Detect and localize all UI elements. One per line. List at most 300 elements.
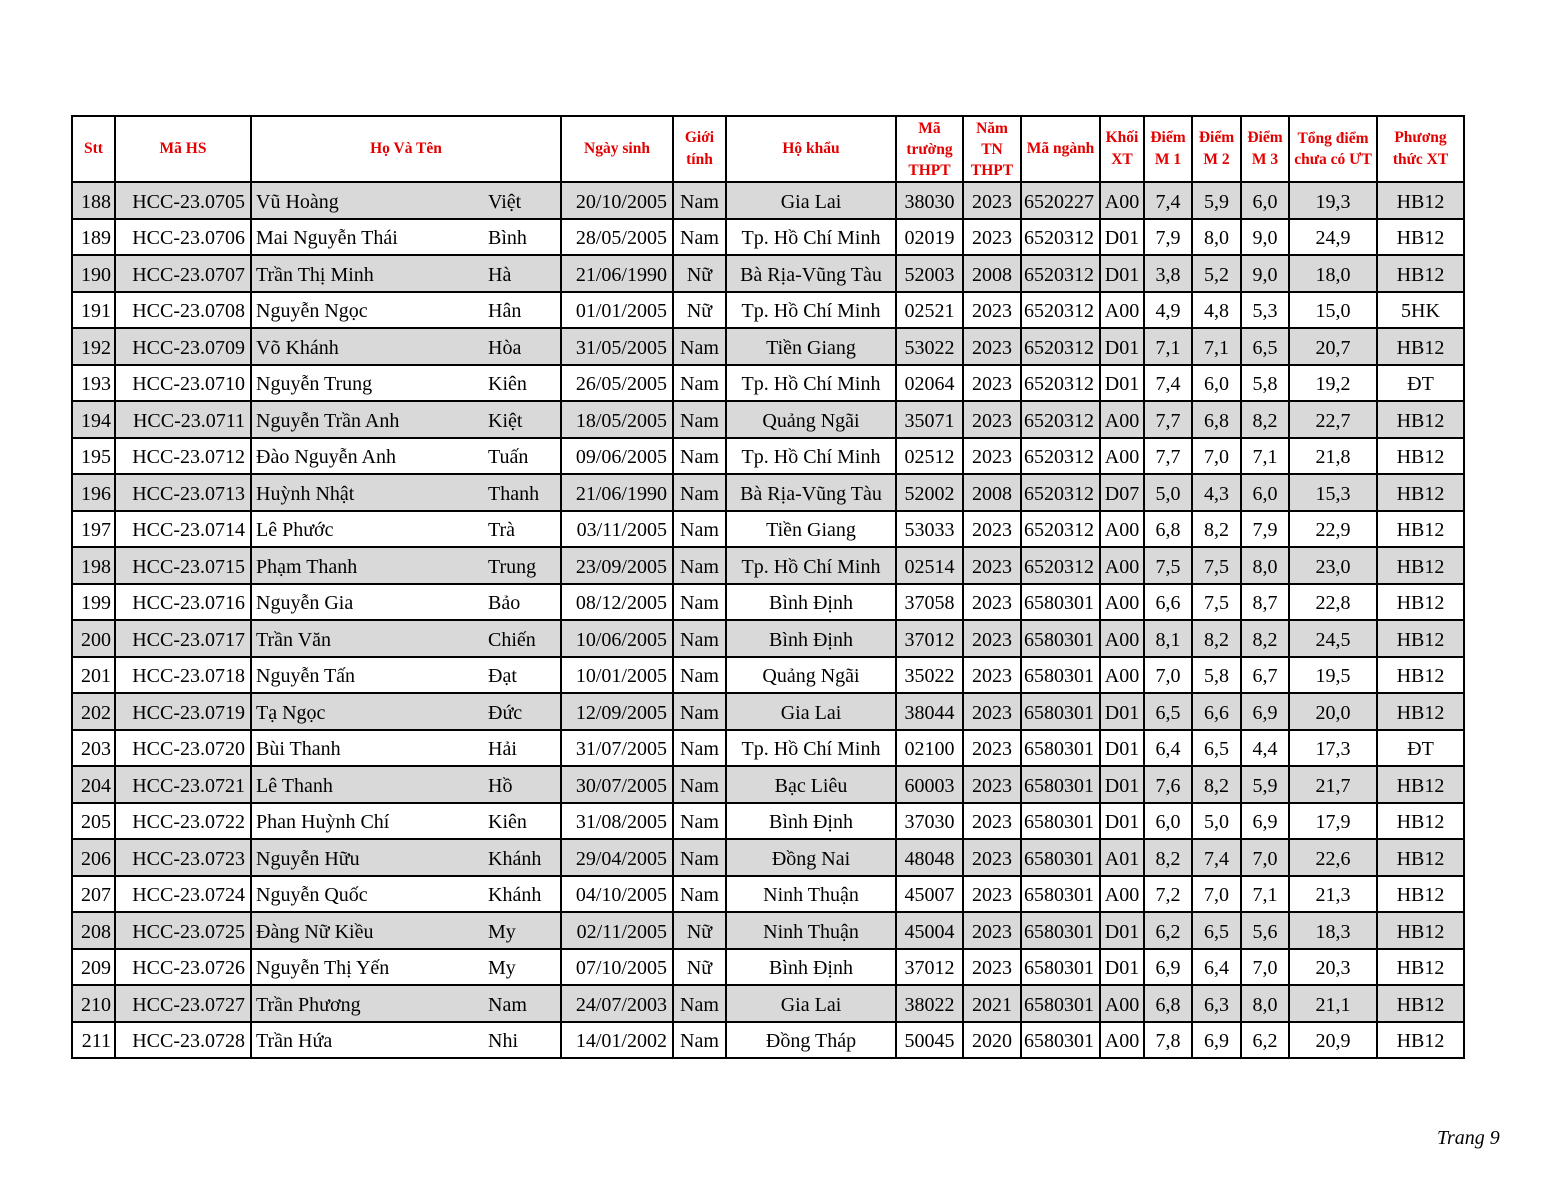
header-tong-diem: Tổng điểm chưa có ƯT — [1289, 116, 1377, 182]
cell-ho-khau: Bà Rịa-Vũng Tàu — [726, 474, 896, 511]
cell-nam-tn: 2023 — [963, 803, 1021, 840]
cell-stt: 210 — [72, 985, 115, 1022]
cell-diem-m2: 8,2 — [1192, 511, 1241, 548]
cell-gioi-tinh: Nam — [673, 730, 726, 767]
cell-ho-lot: Huỳnh Nhật — [251, 474, 488, 511]
cell-ma-nganh: 6580301 — [1021, 949, 1100, 986]
cell-nam-tn: 2023 — [963, 182, 1021, 219]
header-ma-nganh: Mã ngành — [1021, 116, 1100, 182]
cell-diem-m2: 5,0 — [1192, 803, 1241, 840]
cell-stt: 191 — [72, 292, 115, 329]
page-number: Trang 9 — [1437, 1127, 1500, 1149]
cell-diem-m1: 7,4 — [1144, 365, 1192, 402]
cell-diem-m2: 7,5 — [1192, 584, 1241, 621]
cell-ten: Hà — [488, 255, 561, 292]
table-row — [72, 511, 1464, 548]
cell-diem-m1: 6,8 — [1144, 985, 1192, 1022]
cell-nam-tn: 2023 — [963, 912, 1021, 949]
cell-tong-diem: 22,7 — [1289, 401, 1377, 438]
cell-ho-lot: Lê Thanh — [251, 766, 488, 803]
cell-ten: Bình — [488, 219, 561, 256]
cell-tong-diem: 22,9 — [1289, 511, 1377, 548]
cell-ma-truong: 02064 — [896, 365, 963, 402]
cell-gioi-tinh: Nam — [673, 182, 726, 219]
cell-tong-diem: 22,8 — [1289, 584, 1377, 621]
cell-ma-truong: 02514 — [896, 547, 963, 584]
cell-ho-khau: Ninh Thuận — [726, 912, 896, 949]
header-khoi-xt: Khối XT — [1100, 116, 1144, 182]
cell-ho-khau: Gia Lai — [726, 985, 896, 1022]
cell-ho-lot: Nguyễn Gia — [251, 584, 488, 621]
cell-stt: 189 — [72, 219, 115, 256]
cell-khoi-xt: D01 — [1100, 766, 1144, 803]
cell-ho-khau: Tp. Hồ Chí Minh — [726, 292, 896, 329]
cell-ma-truong: 50045 — [896, 1022, 963, 1059]
table-row — [72, 255, 1464, 292]
cell-nam-tn: 2023 — [963, 949, 1021, 986]
cell-ho-lot: Trần Thị Minh — [251, 255, 488, 292]
cell-stt: 202 — [72, 693, 115, 730]
table-row — [72, 839, 1464, 876]
cell-tong-diem: 20,3 — [1289, 949, 1377, 986]
cell-diem-m3: 5,9 — [1241, 766, 1289, 803]
cell-ma-truong: 02512 — [896, 438, 963, 475]
cell-diem-m1: 7,4 — [1144, 182, 1192, 219]
cell-ten: Tuấn — [488, 438, 561, 475]
cell-tong-diem: 19,2 — [1289, 365, 1377, 402]
cell-ho-khau: Tiền Giang — [726, 511, 896, 548]
cell-ho-khau: Quảng Ngãi — [726, 401, 896, 438]
cell-khoi-xt: A00 — [1100, 620, 1144, 657]
cell-ma-hs: HCC-23.0727 — [115, 985, 251, 1022]
student-table — [71, 115, 1465, 1059]
cell-tong-diem: 21,1 — [1289, 985, 1377, 1022]
cell-ho-lot: Nguyễn Trung — [251, 365, 488, 402]
cell-diem-m1: 3,8 — [1144, 255, 1192, 292]
header-ma-hs: Mã HS — [115, 116, 251, 182]
cell-diem-m2: 6,5 — [1192, 912, 1241, 949]
cell-ho-lot: Mai Nguyễn Thái — [251, 219, 488, 256]
cell-diem-m1: 8,1 — [1144, 620, 1192, 657]
cell-ma-nganh: 6520227 — [1021, 182, 1100, 219]
cell-ma-truong: 45007 — [896, 876, 963, 913]
cell-ho-lot: Đào Nguyễn Anh — [251, 438, 488, 475]
cell-ma-hs: HCC-23.0723 — [115, 839, 251, 876]
cell-gioi-tinh: Nam — [673, 693, 726, 730]
cell-ngay-sinh: 08/12/2005 — [561, 584, 673, 621]
cell-ho-khau: Tp. Hồ Chí Minh — [726, 365, 896, 402]
cell-gioi-tinh: Nam — [673, 219, 726, 256]
cell-phuong-thuc: HB12 — [1377, 912, 1464, 949]
cell-ma-truong: 37012 — [896, 949, 963, 986]
cell-nam-tn: 2021 — [963, 985, 1021, 1022]
cell-ten: Đức — [488, 693, 561, 730]
cell-phuong-thuc: HB12 — [1377, 328, 1464, 365]
cell-khoi-xt: A00 — [1100, 547, 1144, 584]
cell-tong-diem: 21,8 — [1289, 438, 1377, 475]
cell-ma-nganh: 6580301 — [1021, 803, 1100, 840]
table-row — [72, 292, 1464, 329]
cell-ho-khau: Đồng Tháp — [726, 1022, 896, 1059]
cell-diem-m3: 9,0 — [1241, 255, 1289, 292]
cell-phuong-thuc: HB12 — [1377, 985, 1464, 1022]
cell-diem-m3: 6,9 — [1241, 693, 1289, 730]
cell-ma-hs: HCC-23.0709 — [115, 328, 251, 365]
cell-phuong-thuc: ĐT — [1377, 365, 1464, 402]
cell-ma-hs: HCC-23.0710 — [115, 365, 251, 402]
cell-ngay-sinh: 23/09/2005 — [561, 547, 673, 584]
cell-nam-tn: 2023 — [963, 511, 1021, 548]
cell-gioi-tinh: Nam — [673, 803, 726, 840]
cell-diem-m2: 7,4 — [1192, 839, 1241, 876]
cell-diem-m3: 8,2 — [1241, 401, 1289, 438]
cell-phuong-thuc: HB12 — [1377, 474, 1464, 511]
cell-diem-m1: 7,1 — [1144, 328, 1192, 365]
cell-ten: Hòa — [488, 328, 561, 365]
cell-khoi-xt: A00 — [1100, 438, 1144, 475]
cell-diem-m1: 7,6 — [1144, 766, 1192, 803]
cell-ngay-sinh: 24/07/2003 — [561, 985, 673, 1022]
cell-tong-diem: 19,3 — [1289, 182, 1377, 219]
cell-ma-truong: 48048 — [896, 839, 963, 876]
cell-gioi-tinh: Nam — [673, 328, 726, 365]
cell-nam-tn: 2023 — [963, 292, 1021, 329]
cell-nam-tn: 2023 — [963, 766, 1021, 803]
cell-tong-diem: 15,3 — [1289, 474, 1377, 511]
cell-diem-m2: 6,4 — [1192, 949, 1241, 986]
cell-ma-truong: 60003 — [896, 766, 963, 803]
cell-tong-diem: 23,0 — [1289, 547, 1377, 584]
cell-ho-lot: Nguyễn Tấn — [251, 657, 488, 694]
cell-stt: 190 — [72, 255, 115, 292]
cell-ngay-sinh: 29/04/2005 — [561, 839, 673, 876]
cell-ma-truong: 53022 — [896, 328, 963, 365]
cell-stt: 200 — [72, 620, 115, 657]
header-diem-m1: Điểm M 1 — [1144, 116, 1192, 182]
cell-ten: Khánh — [488, 839, 561, 876]
cell-ho-lot: Tạ Ngọc — [251, 693, 488, 730]
cell-phuong-thuc: HB12 — [1377, 584, 1464, 621]
table-row — [72, 474, 1464, 511]
cell-khoi-xt: A00 — [1100, 876, 1144, 913]
cell-nam-tn: 2023 — [963, 839, 1021, 876]
cell-diem-m3: 7,1 — [1241, 876, 1289, 913]
cell-ngay-sinh: 31/08/2005 — [561, 803, 673, 840]
table-row — [72, 730, 1464, 767]
cell-ma-truong: 35022 — [896, 657, 963, 694]
cell-ngay-sinh: 02/11/2005 — [561, 912, 673, 949]
cell-ten: Đạt — [488, 657, 561, 694]
cell-ho-lot: Trần Hứa — [251, 1022, 488, 1059]
cell-khoi-xt: D01 — [1100, 693, 1144, 730]
cell-ma-nganh: 6520312 — [1021, 292, 1100, 329]
cell-ngay-sinh: 20/10/2005 — [561, 182, 673, 219]
cell-ho-lot: Lê Phước — [251, 511, 488, 548]
cell-ma-truong: 52002 — [896, 474, 963, 511]
cell-nam-tn: 2023 — [963, 219, 1021, 256]
cell-ma-hs: HCC-23.0706 — [115, 219, 251, 256]
cell-nam-tn: 2020 — [963, 1022, 1021, 1059]
cell-khoi-xt: A00 — [1100, 401, 1144, 438]
cell-diem-m3: 5,8 — [1241, 365, 1289, 402]
cell-gioi-tinh: Nam — [673, 766, 726, 803]
cell-diem-m2: 8,2 — [1192, 766, 1241, 803]
cell-phuong-thuc: HB12 — [1377, 511, 1464, 548]
cell-diem-m3: 8,0 — [1241, 547, 1289, 584]
cell-ma-truong: 38044 — [896, 693, 963, 730]
cell-nam-tn: 2023 — [963, 693, 1021, 730]
cell-diem-m3: 7,1 — [1241, 438, 1289, 475]
cell-phuong-thuc: HB12 — [1377, 839, 1464, 876]
cell-ma-truong: 02019 — [896, 219, 963, 256]
cell-ma-hs: HCC-23.0712 — [115, 438, 251, 475]
cell-ngay-sinh: 31/07/2005 — [561, 730, 673, 767]
cell-tong-diem: 20,7 — [1289, 328, 1377, 365]
cell-tong-diem: 21,7 — [1289, 766, 1377, 803]
cell-stt: 211 — [72, 1022, 115, 1059]
cell-ma-nganh: 6580301 — [1021, 876, 1100, 913]
cell-ten: Kiên — [488, 365, 561, 402]
cell-ho-khau: Bình Định — [726, 949, 896, 986]
header-gioi-tinh: Giới tính — [673, 116, 726, 182]
cell-ma-truong: 35071 — [896, 401, 963, 438]
cell-diem-m2: 5,8 — [1192, 657, 1241, 694]
cell-stt: 207 — [72, 876, 115, 913]
cell-ho-khau: Tp. Hồ Chí Minh — [726, 219, 896, 256]
cell-stt: 198 — [72, 547, 115, 584]
header-ho-khau: Hộ khẩu — [726, 116, 896, 182]
cell-ho-khau: Ninh Thuận — [726, 876, 896, 913]
cell-ngay-sinh: 21/06/1990 — [561, 474, 673, 511]
cell-stt: 194 — [72, 401, 115, 438]
cell-khoi-xt: D01 — [1100, 730, 1144, 767]
cell-ma-truong: 02100 — [896, 730, 963, 767]
cell-ma-truong: 02521 — [896, 292, 963, 329]
cell-diem-m1: 7,5 — [1144, 547, 1192, 584]
cell-diem-m3: 6,2 — [1241, 1022, 1289, 1059]
cell-ho-khau: Tp. Hồ Chí Minh — [726, 547, 896, 584]
table-row — [72, 182, 1464, 219]
cell-ma-nganh: 6580301 — [1021, 693, 1100, 730]
cell-ma-hs: HCC-23.0707 — [115, 255, 251, 292]
cell-gioi-tinh: Nam — [673, 365, 726, 402]
cell-ma-nganh: 6580301 — [1021, 766, 1100, 803]
cell-stt: 197 — [72, 511, 115, 548]
cell-phuong-thuc: HB12 — [1377, 438, 1464, 475]
cell-diem-m1: 6,9 — [1144, 949, 1192, 986]
cell-diem-m2: 6,5 — [1192, 730, 1241, 767]
cell-ho-khau: Đồng Nai — [726, 839, 896, 876]
cell-stt: 206 — [72, 839, 115, 876]
cell-ho-lot: Vũ Hoàng — [251, 182, 488, 219]
cell-diem-m1: 6,0 — [1144, 803, 1192, 840]
cell-tong-diem: 21,3 — [1289, 876, 1377, 913]
cell-ho-khau: Gia Lai — [726, 182, 896, 219]
table-row — [72, 365, 1464, 402]
cell-ten: My — [488, 949, 561, 986]
cell-stt: 192 — [72, 328, 115, 365]
cell-ma-hs: HCC-23.0726 — [115, 949, 251, 986]
cell-ma-hs: HCC-23.0711 — [115, 401, 251, 438]
cell-ma-hs: HCC-23.0708 — [115, 292, 251, 329]
cell-ma-nganh: 6580301 — [1021, 584, 1100, 621]
cell-ho-lot: Nguyễn Ngọc — [251, 292, 488, 329]
cell-tong-diem: 17,9 — [1289, 803, 1377, 840]
header-nam-tn: Năm TN THPT — [963, 116, 1021, 182]
cell-stt: 193 — [72, 365, 115, 402]
cell-ngay-sinh: 30/07/2005 — [561, 766, 673, 803]
cell-khoi-xt: A00 — [1100, 182, 1144, 219]
cell-ngay-sinh: 28/05/2005 — [561, 219, 673, 256]
cell-ngay-sinh: 18/05/2005 — [561, 401, 673, 438]
cell-tong-diem: 17,3 — [1289, 730, 1377, 767]
cell-diem-m3: 8,0 — [1241, 985, 1289, 1022]
cell-ma-hs: HCC-23.0716 — [115, 584, 251, 621]
cell-ma-nganh: 6520312 — [1021, 219, 1100, 256]
cell-ma-nganh: 6520312 — [1021, 438, 1100, 475]
cell-nam-tn: 2023 — [963, 584, 1021, 621]
header-phuong-thuc: Phương thức XT — [1377, 116, 1464, 182]
cell-ho-lot: Nguyễn Hữu — [251, 839, 488, 876]
cell-stt: 196 — [72, 474, 115, 511]
cell-stt: 203 — [72, 730, 115, 767]
cell-diem-m1: 7,2 — [1144, 876, 1192, 913]
cell-ten: Hồ — [488, 766, 561, 803]
cell-diem-m2: 7,1 — [1192, 328, 1241, 365]
cell-diem-m2: 5,2 — [1192, 255, 1241, 292]
cell-nam-tn: 2008 — [963, 255, 1021, 292]
cell-ma-hs: HCC-23.0722 — [115, 803, 251, 840]
cell-ho-lot: Nguyễn Trần Anh — [251, 401, 488, 438]
cell-ten: Việt — [488, 182, 561, 219]
cell-ma-hs: HCC-23.0715 — [115, 547, 251, 584]
cell-ten: My — [488, 912, 561, 949]
cell-ma-hs: HCC-23.0717 — [115, 620, 251, 657]
cell-ten: Kiên — [488, 803, 561, 840]
header-ho-ten: Họ Và Tên — [251, 116, 561, 182]
cell-khoi-xt: D01 — [1100, 219, 1144, 256]
cell-diem-m3: 9,0 — [1241, 219, 1289, 256]
cell-ma-nganh: 6580301 — [1021, 912, 1100, 949]
cell-gioi-tinh: Nam — [673, 438, 726, 475]
cell-diem-m2: 7,0 — [1192, 876, 1241, 913]
cell-ma-truong: 38030 — [896, 182, 963, 219]
cell-diem-m1: 7,7 — [1144, 438, 1192, 475]
cell-ngay-sinh: 14/01/2002 — [561, 1022, 673, 1059]
cell-ngay-sinh: 10/01/2005 — [561, 657, 673, 694]
cell-ngay-sinh: 07/10/2005 — [561, 949, 673, 986]
cell-tong-diem: 20,9 — [1289, 1022, 1377, 1059]
cell-ho-khau: Bình Định — [726, 803, 896, 840]
cell-ma-nganh: 6580301 — [1021, 730, 1100, 767]
cell-stt: 204 — [72, 766, 115, 803]
cell-khoi-xt: A00 — [1100, 985, 1144, 1022]
cell-ten: Kiệt — [488, 401, 561, 438]
cell-phuong-thuc: ĐT — [1377, 730, 1464, 767]
cell-ho-lot: Nguyễn Thị Yến — [251, 949, 488, 986]
cell-phuong-thuc: HB12 — [1377, 182, 1464, 219]
cell-ma-truong: 52003 — [896, 255, 963, 292]
cell-ma-hs: HCC-23.0725 — [115, 912, 251, 949]
cell-diem-m3: 5,6 — [1241, 912, 1289, 949]
cell-diem-m3: 6,0 — [1241, 182, 1289, 219]
cell-phuong-thuc: HB12 — [1377, 401, 1464, 438]
cell-ma-truong: 38022 — [896, 985, 963, 1022]
cell-gioi-tinh: Nam — [673, 839, 726, 876]
cell-nam-tn: 2023 — [963, 876, 1021, 913]
cell-diem-m2: 6,6 — [1192, 693, 1241, 730]
cell-ma-nganh: 6520312 — [1021, 511, 1100, 548]
cell-ho-khau: Gia Lai — [726, 693, 896, 730]
cell-phuong-thuc: HB12 — [1377, 766, 1464, 803]
cell-gioi-tinh: Nam — [673, 1022, 726, 1059]
cell-ma-nganh: 6520312 — [1021, 365, 1100, 402]
cell-diem-m2: 6,0 — [1192, 365, 1241, 402]
cell-ma-hs: HCC-23.0724 — [115, 876, 251, 913]
cell-gioi-tinh: Nam — [673, 474, 726, 511]
cell-diem-m2: 8,2 — [1192, 620, 1241, 657]
cell-khoi-xt: A00 — [1100, 292, 1144, 329]
cell-nam-tn: 2023 — [963, 438, 1021, 475]
cell-ten: Nhi — [488, 1022, 561, 1059]
cell-phuong-thuc: HB12 — [1377, 255, 1464, 292]
cell-ngay-sinh: 09/06/2005 — [561, 438, 673, 475]
cell-khoi-xt: A00 — [1100, 584, 1144, 621]
cell-khoi-xt: D01 — [1100, 365, 1144, 402]
cell-khoi-xt: D01 — [1100, 255, 1144, 292]
cell-gioi-tinh: Nam — [673, 511, 726, 548]
cell-diem-m1: 5,0 — [1144, 474, 1192, 511]
cell-ten: Trung — [488, 547, 561, 584]
cell-ma-hs: HCC-23.0713 — [115, 474, 251, 511]
cell-ho-lot: Bùi Thanh — [251, 730, 488, 767]
cell-ho-khau: Bạc Liêu — [726, 766, 896, 803]
cell-khoi-xt: A00 — [1100, 657, 1144, 694]
cell-ho-khau: Bà Rịa-Vũng Tàu — [726, 255, 896, 292]
cell-gioi-tinh: Nữ — [673, 255, 726, 292]
cell-phuong-thuc: HB12 — [1377, 876, 1464, 913]
cell-ma-truong: 37012 — [896, 620, 963, 657]
cell-ho-khau: Tiền Giang — [726, 328, 896, 365]
header-ngay-sinh: Ngày sinh — [561, 116, 673, 182]
cell-ho-khau: Bình Định — [726, 584, 896, 621]
table-row — [72, 547, 1464, 584]
cell-diem-m2: 6,3 — [1192, 985, 1241, 1022]
cell-phuong-thuc: HB12 — [1377, 949, 1464, 986]
cell-ma-nganh: 6520312 — [1021, 255, 1100, 292]
cell-nam-tn: 2023 — [963, 620, 1021, 657]
cell-diem-m3: 7,0 — [1241, 949, 1289, 986]
table-row — [72, 1022, 1464, 1059]
cell-gioi-tinh: Nữ — [673, 292, 726, 329]
cell-diem-m1: 6,4 — [1144, 730, 1192, 767]
table-row — [72, 584, 1464, 621]
cell-nam-tn: 2023 — [963, 328, 1021, 365]
cell-stt: 199 — [72, 584, 115, 621]
table-row — [72, 985, 1464, 1022]
cell-ho-lot: Trần Phương — [251, 985, 488, 1022]
cell-ho-lot: Phan Huỳnh Chí — [251, 803, 488, 840]
cell-ngay-sinh: 01/01/2005 — [561, 292, 673, 329]
cell-nam-tn: 2023 — [963, 401, 1021, 438]
cell-tong-diem: 20,0 — [1289, 693, 1377, 730]
cell-diem-m3: 5,3 — [1241, 292, 1289, 329]
cell-ma-truong: 37058 — [896, 584, 963, 621]
cell-stt: 208 — [72, 912, 115, 949]
table-row — [72, 766, 1464, 803]
cell-ho-lot: Phạm Thanh — [251, 547, 488, 584]
cell-khoi-xt: D07 — [1100, 474, 1144, 511]
